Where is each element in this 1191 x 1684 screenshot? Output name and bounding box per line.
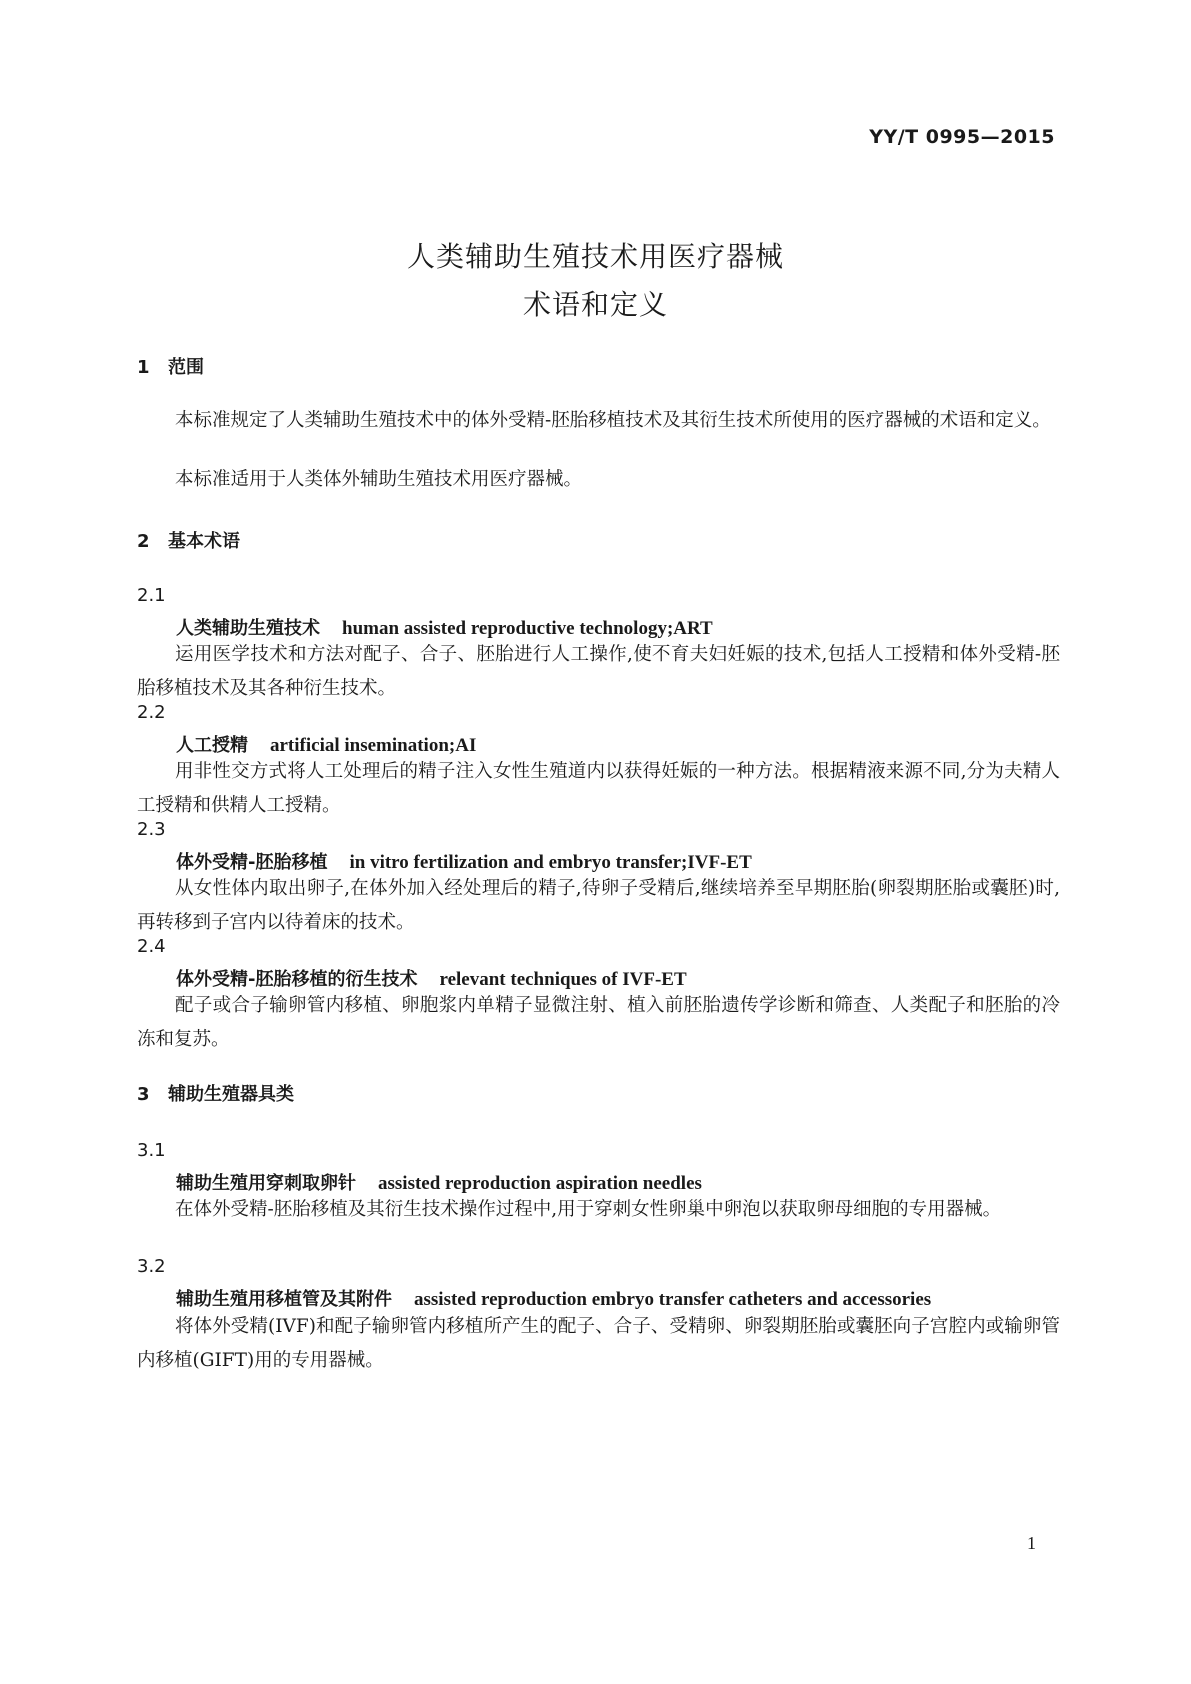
clause-number: 3.2 bbox=[137, 1256, 166, 1277]
document-title-line1: 人类辅助生殖技术用医疗器械 bbox=[406, 240, 784, 273]
definition: 用非性交方式将人工处理后的精子注入女性生殖道内以获得妊娠的一种方法。根据精液来源不同,分为夫精人工授精和供精人工授精。 bbox=[137, 761, 1060, 816]
clause-number: 2.2 bbox=[137, 702, 166, 723]
clause-number: 3.1 bbox=[137, 1140, 166, 1161]
term-en: relevant techniques of IVF-ET bbox=[439, 969, 687, 990]
term-en: human assisted reproductive technology;ART bbox=[342, 618, 713, 639]
section-title: 范围 bbox=[168, 357, 204, 378]
paragraph: 本标准规定了人类辅助生殖技术中的体外受精-胚胎移植技术及其衍生技术所使用的医疗器械的术语和定义。 bbox=[175, 410, 1051, 431]
page-number: 1 bbox=[1027, 1533, 1036, 1553]
section-number: 2 bbox=[137, 531, 150, 552]
paragraph: 本标准适用于人类体外辅助生殖技术用医疗器械。 bbox=[175, 469, 583, 490]
term-en: in vitro fertilization and embryo transfer;IVF-ET bbox=[349, 852, 752, 873]
term-entry bbox=[176, 1285, 931, 1311]
definition: 从女性体内取出卵子,在体外加入经处理后的精子,待卵子受精后,继续培养至早期胚胎(卵裂期胚胎或囊胚)时,再转移到子宫内以待着床的技术。 bbox=[137, 878, 1060, 933]
term-en: assisted reproduction aspiration needles bbox=[378, 1173, 702, 1194]
term-zh: 辅助生殖用移植管及其附件 bbox=[176, 1289, 392, 1310]
section-title: 基本术语 bbox=[168, 531, 240, 552]
definition: 在体外受精-胚胎移植及其衍生技术操作过程中,用于穿刺女性卵巢中卵泡以获取卵母细胞的专用器械。 bbox=[175, 1199, 1002, 1220]
section-number: 3 bbox=[137, 1084, 150, 1105]
standard-code: YY/T 0995—2015 bbox=[869, 126, 1055, 148]
term-zh: 体外受精-胚胎移植的衍生技术 bbox=[176, 969, 418, 990]
clause-number: 2.1 bbox=[137, 585, 166, 606]
definition: 运用医学技术和方法对配子、合子、胚胎进行人工操作,使不育夫妇妊娠的技术,包括人工授精和体外受精-胚胎移植技术及其各种衍生技术。 bbox=[137, 644, 1060, 699]
term-entry bbox=[176, 848, 752, 874]
term-en: assisted reproduction embryo transfer catheters and accessories bbox=[414, 1289, 932, 1310]
section-number: 1 bbox=[137, 357, 150, 378]
term-entry bbox=[176, 965, 687, 991]
term-en: artificial insemination;AI bbox=[270, 735, 477, 756]
clause-number: 2.3 bbox=[137, 819, 166, 840]
definition: 配子或合子输卵管内移植、卵胞浆内单精子显微注射、植入前胚胎遗传学诊断和筛查、人类配子和胚胎的冷冻和复苏。 bbox=[137, 995, 1060, 1050]
term-zh: 人类辅助生殖技术 bbox=[176, 618, 320, 639]
term-zh: 体外受精-胚胎移植 bbox=[176, 852, 328, 873]
document-title-line2: 术语和定义 bbox=[522, 288, 668, 321]
section-heading-basic-terms bbox=[137, 527, 240, 553]
section-heading-assisted-reproduction-devices bbox=[137, 1080, 294, 1106]
term-entry bbox=[176, 731, 476, 757]
term-entry bbox=[176, 1169, 702, 1195]
section-heading-scope bbox=[137, 353, 204, 379]
term-zh: 人工授精 bbox=[176, 735, 248, 756]
section-title: 辅助生殖器具类 bbox=[168, 1084, 294, 1105]
clause-number: 2.4 bbox=[137, 936, 166, 957]
term-zh: 辅助生殖用穿刺取卵针 bbox=[176, 1173, 356, 1194]
term-entry bbox=[176, 614, 713, 640]
definition: 将体外受精(IVF)和配子输卵管内移植所产生的配子、合子、受精卵、卵裂期胚胎或囊胚向子宫腔内或输卵管内移植(GIFT)用的专用器械。 bbox=[137, 1316, 1060, 1371]
